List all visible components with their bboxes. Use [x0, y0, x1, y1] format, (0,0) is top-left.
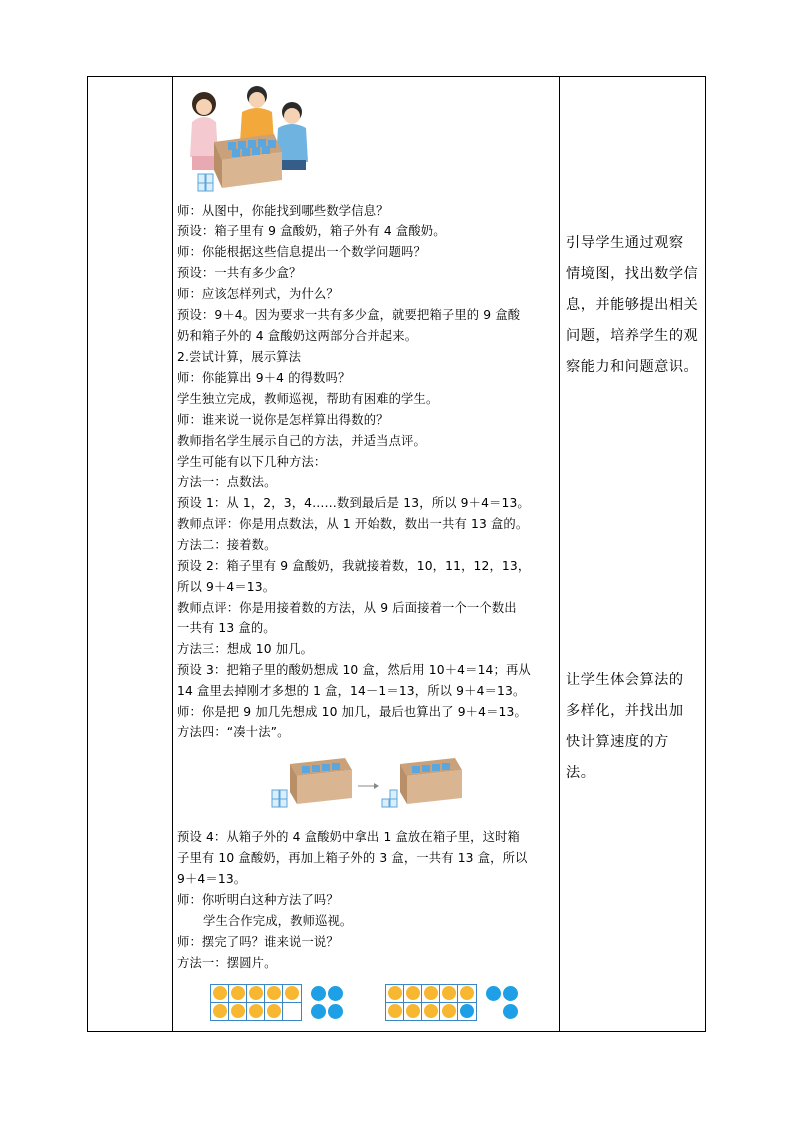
text-line: 预设：一共有多少盒？ — [177, 266, 302, 280]
design-intent-note-2 — [566, 665, 702, 789]
text-line: 师：你听明白这种方法了吗？ — [177, 893, 339, 907]
text-line: 预设 1：从 1，2，3，4……数到最后是 13，所以 9＋4＝13。 — [177, 496, 530, 510]
section-heading: 2.尝试计算，展示算法 — [177, 350, 302, 364]
note-line: 情境图，找出数学信 — [566, 266, 699, 282]
text-line: 所以 9＋4＝13。 — [177, 580, 276, 594]
text-line: 学生可能有以下几种方法： — [177, 455, 327, 469]
text-line: 预设 4：从箱子外的 4 盒酸奶中拿出 1 盒放在箱子里，这时箱 — [177, 830, 520, 844]
ten-frame-right — [385, 984, 477, 1021]
text-line: 师：你是把 9 加几先想成 10 加几，最后也算出了 9＋4＝13。 — [177, 705, 527, 719]
yellow-counter — [231, 1004, 245, 1018]
text-line: 一共有 13 盒的。 — [177, 621, 276, 635]
text-line: 教师点评：你是用接着数的方法，从 9 后面接着一个一个数出 — [177, 601, 517, 615]
note-line: 引导学生通过观察 — [566, 235, 684, 251]
text-line: 学生合作完成，教师巡视。 — [203, 914, 353, 928]
blue-counter — [311, 1004, 326, 1019]
text-line: 方法一：摆圆片。 — [177, 956, 277, 970]
yellow-counter — [406, 986, 420, 1000]
children-yogurt-illustration — [182, 82, 312, 192]
yellow-counter — [231, 986, 245, 1000]
text-line: 师：从图中，你能找到哪些数学信息？ — [177, 204, 389, 218]
text-line: 师：应该怎样列式，为什么？ — [177, 287, 339, 301]
yellow-counter — [249, 986, 263, 1000]
note-line: 法。 — [566, 765, 596, 781]
text-line: 预设 2：箱子里有 9 盒酸奶，我就接着数，10，11，12，13， — [177, 559, 531, 573]
yellow-counter — [285, 986, 299, 1000]
text-line: 奶和箱子外的 4 盒酸奶这两部分合并起来。 — [177, 329, 418, 343]
yellow-counter — [406, 1004, 420, 1018]
text-line: 14 盒里去掉刚才多想的 1 盒，14－1＝13，所以 9＋4＝13。 — [177, 684, 526, 698]
text-line: 预设 3：把箱子里的酸奶想成 10 盒，然后用 10＋4＝14；再从 — [177, 663, 531, 677]
blue-counter — [503, 1004, 518, 1019]
blue-counter — [311, 986, 326, 1001]
yellow-counter — [424, 1004, 438, 1018]
blue-counter — [503, 986, 518, 1001]
text-line: 预设：9＋4。因为要求一共有多少盒，就要把箱子里的 9 盒酸 — [177, 308, 521, 322]
note-line: 察能力和问题意识。 — [566, 359, 699, 375]
text-line: 师：你能算出 9＋4 的得数吗？ — [177, 371, 351, 385]
yellow-counter — [249, 1004, 263, 1018]
yellow-counter — [267, 986, 281, 1000]
text-line: 教师点评：你是用点数法，从 1 开始数，数出一共有 13 盒的。 — [177, 517, 529, 531]
column-divider-1 — [172, 77, 173, 1031]
yellow-counter — [442, 1004, 456, 1018]
blue-counter — [328, 986, 343, 1001]
yellow-counter — [213, 986, 227, 1000]
blue-counter — [486, 986, 501, 1001]
text-line: 方法一：点数法。 — [177, 475, 277, 489]
yellow-counter — [213, 1004, 227, 1018]
yellow-counter — [267, 1004, 281, 1018]
text-line: 教师指名学生展示自己的方法，并适当点评。 — [177, 434, 426, 448]
design-intent-note-1 — [566, 228, 702, 383]
note-line: 问题，培养学生的观 — [566, 328, 699, 344]
text-line: 方法二：接着数。 — [177, 538, 277, 552]
yellow-counter — [460, 986, 474, 1000]
text-line: 学生独立完成，教师巡视，帮助有困难的学生。 — [177, 392, 439, 406]
yellow-counter — [442, 986, 456, 1000]
text-line: 方法四：“凑十法”。 — [177, 725, 290, 739]
text-line: 预设：箱子里有 9 盒酸奶，箱子外有 4 盒酸奶。 — [177, 224, 446, 238]
blue-counter — [328, 1004, 343, 1019]
text-line: 师：谁来说一说你是怎样算出得数的？ — [177, 413, 389, 427]
lesson-table — [87, 76, 706, 1032]
yellow-counter — [424, 986, 438, 1000]
note-line: 快计算速度的方 — [566, 734, 669, 750]
text-line: 师：摆完了吗？谁来说一说？ — [177, 935, 339, 949]
note-line: 让学生体会算法的 — [566, 672, 684, 688]
blue-counter — [460, 1004, 474, 1018]
note-line: 息，并能够提出相关 — [566, 297, 699, 313]
make-ten-boxes-illustration — [270, 752, 465, 812]
column-divider-2 — [559, 77, 560, 1031]
text-line: 子里有 10 盒酸奶，再加上箱子外的 3 盒，一共有 13 盒，所以 — [177, 851, 528, 865]
text-line: 师：你能根据这些信息提出一个数学问题吗？ — [177, 245, 426, 259]
text-line: 9＋4＝13。 — [177, 872, 247, 886]
yellow-counter — [388, 1004, 402, 1018]
text-line: 方法三：想成 10 加几。 — [177, 642, 314, 656]
yellow-counter — [388, 986, 402, 1000]
note-line: 多样化，并找出加 — [566, 703, 684, 719]
ten-frame-left — [210, 984, 302, 1021]
